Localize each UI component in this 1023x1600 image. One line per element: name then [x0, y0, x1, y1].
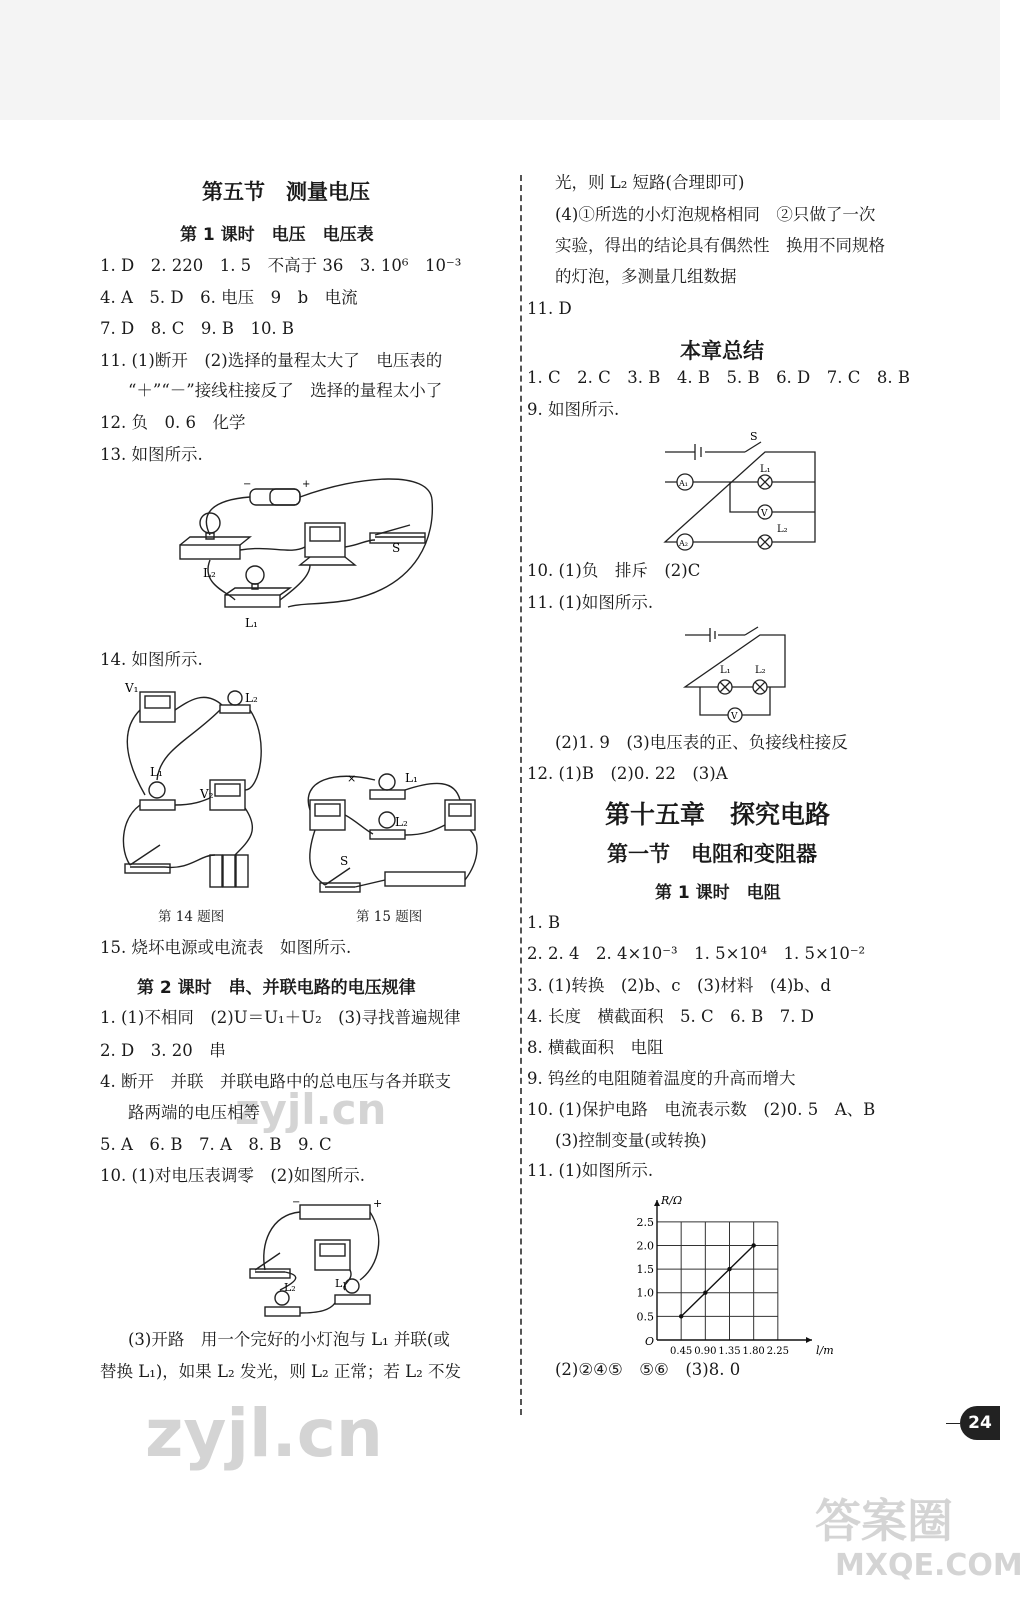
answer-line: 2. 2. 4 2. 4×10⁻³ 1. 5×10⁴ 1. 5×10⁻² — [527, 944, 866, 963]
answer-line: 实验，得出的结论具有偶然性 换用不同规格 — [555, 236, 885, 255]
y-axis-label: R/Ω — [661, 1194, 683, 1207]
minus-sign: − — [292, 1197, 301, 1208]
fig-label: L₁ — [335, 1277, 347, 1290]
fig-label: L₁ — [150, 765, 163, 779]
circuit-figure-13 — [170, 475, 450, 635]
circuit-figure-15 — [295, 760, 485, 900]
lesson-title: 第 1 课时 电阻 — [655, 883, 781, 903]
y-axis-arrow — [654, 1200, 660, 1206]
x-tick-label: 2.25 — [766, 1346, 789, 1357]
y-tick-label: 2.0 — [636, 1239, 654, 1253]
x-axis-arrow — [806, 1337, 812, 1343]
answer-line: 5. A 6. B 7. A 8. B 9. C — [100, 1135, 332, 1154]
plus-sign: + — [302, 479, 311, 490]
answer-line: 1. (1)不相同 (2)U＝U₁＋U₂ (3)寻找普遍规律 — [100, 1008, 461, 1027]
lesson-title: 第 1 课时 电压 电压表 — [180, 225, 374, 245]
page-number-rule — [946, 1423, 960, 1424]
fig-label: L₂ — [245, 691, 258, 705]
watermark: MXQE.COM — [835, 1548, 1023, 1583]
answer-line: (3)控制变量(或转换) — [555, 1131, 707, 1150]
fig-label: L₂ — [203, 566, 216, 580]
answer-line: 11. D — [527, 299, 572, 318]
origin-label: O — [645, 1335, 655, 1348]
circuit-figure-10 — [240, 1195, 390, 1320]
column-divider — [520, 175, 522, 1415]
answer-line: 11. (1)如图所示. — [527, 593, 654, 612]
answer-line: 4. A 5. D 6. 电压 9 b 电流 — [100, 288, 358, 307]
data-line — [681, 1245, 754, 1316]
circuit-figure-9 — [655, 430, 825, 560]
answer-line: “＋”“－”接线柱接反了 选择的量程太小了 — [128, 381, 443, 400]
answer-line: 9. 如图所示. — [527, 400, 620, 419]
section-title: 第一节 电阻和变阻器 — [607, 842, 817, 866]
fig-label: L₂ — [777, 524, 788, 535]
y-tick-label: 1.0 — [636, 1286, 654, 1300]
answer-line: (2)1. 9 (3)电压表的正、负接线柱接反 — [555, 733, 848, 752]
answer-line: 14. 如图所示. — [100, 650, 203, 669]
answer-line: 2. D 3. 20 串 — [100, 1041, 226, 1060]
answer-line: 13. 如图所示. — [100, 445, 203, 464]
y-tick-label: 0.5 — [636, 1310, 654, 1324]
answer-line: 替换 L₁)，如果 L₂ 发光，则 L₂ 正常；若 L₂ 不发 — [100, 1362, 461, 1381]
fig-label: A₂ — [679, 539, 688, 548]
x-tick-label: 1.35 — [718, 1346, 741, 1357]
answer-line: 4. 长度 横截面积 5. C 6. B 7. D — [527, 1007, 814, 1026]
y-tick-label: 2.5 — [636, 1215, 654, 1229]
answer-line: 11. (1)如图所示. — [527, 1161, 654, 1180]
answer-line: 8. 横截面积 电阻 — [527, 1038, 664, 1057]
fig-label: L₁ — [405, 771, 418, 785]
answer-line: (4)①所选的小灯泡规格相同 ②只做了一次 — [555, 205, 876, 224]
fig-label: V₂ — [200, 787, 214, 801]
page-number: 24 — [960, 1406, 1000, 1440]
fig-label: S — [340, 854, 349, 868]
fig-label: L₁ — [760, 464, 771, 475]
figure-caption-15: 第 15 题图 — [356, 909, 423, 925]
answer-line: 光，则 L₂ 短路(合理即可) — [555, 173, 745, 192]
fig-label: L₂ — [284, 1281, 296, 1294]
fig-label: V — [731, 712, 738, 722]
answer-line: 15. 烧坏电源或电流表 如图所示. — [100, 938, 352, 957]
scan-margin — [0, 0, 1000, 120]
fig-label: V₁ — [125, 681, 139, 695]
fig-label: L₁ — [245, 616, 258, 630]
figure-caption-14: 第 14 题图 — [158, 909, 225, 925]
answer-line: 3. (1)转换 (2)b、c (3)材料 (4)b、d — [527, 976, 831, 995]
answer-line: 10. (1)对电压表调零 (2)如图所示. — [100, 1166, 365, 1185]
answer-line: 11. (1)断开 (2)选择的量程太大了 电压表的 — [100, 351, 443, 370]
summary-title: 本章总结 — [680, 339, 764, 363]
answer-line: 4. 断开 并联 并联电路中的总电压与各并联支 — [100, 1072, 451, 1091]
answer-line: 路两端的电压相等 — [128, 1103, 260, 1122]
fig-label: A₁ — [679, 479, 688, 488]
data-point — [703, 1291, 707, 1295]
watermark: zyjl.cn — [235, 1085, 387, 1134]
answer-line: 1. B — [527, 913, 561, 932]
answer-line: 1. D 2. 220 1. 5 不高于 36 3. 10⁶ 10⁻³ — [100, 256, 462, 275]
watermark: zyjl.cn — [145, 1395, 383, 1472]
fig-label: S — [392, 541, 401, 555]
x-tick-label: 0.90 — [694, 1346, 717, 1357]
cross-mark: × — [347, 772, 357, 785]
answer-line: 9. 钨丝的电阻随着温度的升高而增大 — [527, 1069, 796, 1088]
minus-sign: − — [243, 479, 252, 490]
x-axis-label: l/m — [816, 1344, 834, 1357]
answer-line: (3)开路 用一个完好的小灯泡与 L₁ 并联(或 — [128, 1330, 450, 1349]
circuit-figure-11 — [680, 625, 795, 730]
chapter-title: 第十五章 探究电路 — [605, 800, 831, 829]
answer-line: 12. 负 0. 6 化学 — [100, 413, 246, 432]
lesson-title: 第 2 课时 串、并联电路的电压规律 — [137, 978, 416, 998]
data-point — [727, 1267, 731, 1271]
fig-label: S — [750, 430, 758, 443]
section-title: 第五节 测量电压 — [202, 180, 370, 204]
fig-label: L₂ — [755, 665, 766, 676]
answer-line: 1. C 2. C 3. B 4. B 5. B 6. D 7. C 8. B — [527, 368, 911, 387]
x-tick-label: 0.45 — [670, 1346, 693, 1357]
data-point — [679, 1314, 683, 1318]
fig-label: V — [761, 509, 768, 519]
answer-line: (2)②④⑤ ⑤⑥ (3)8. 0 — [555, 1360, 741, 1379]
fig-label: L₂ — [395, 815, 408, 829]
circuit-figure-14 — [110, 680, 270, 900]
answer-line: 12. (1)B (2)0. 22 (3)A — [527, 764, 728, 783]
answer-line: 10. (1)保护电路 电流表示数 (2)0. 5 A、B — [527, 1100, 876, 1119]
answer-line: 的灯泡，多测量几组数据 — [555, 267, 737, 286]
resistance-length-chart — [635, 1190, 835, 1365]
fig-label: L₁ — [720, 665, 731, 676]
plus-sign: + — [373, 1197, 383, 1210]
x-tick-label: 1.80 — [742, 1346, 765, 1357]
answer-line: 7. D 8. C 9. B 10. B — [100, 319, 295, 338]
data-point — [751, 1243, 755, 1247]
answer-line: 10. (1)负 排斥 (2)C — [527, 561, 701, 580]
y-tick-label: 1.5 — [636, 1263, 654, 1277]
watermark: 答案圈 — [815, 1494, 953, 1548]
